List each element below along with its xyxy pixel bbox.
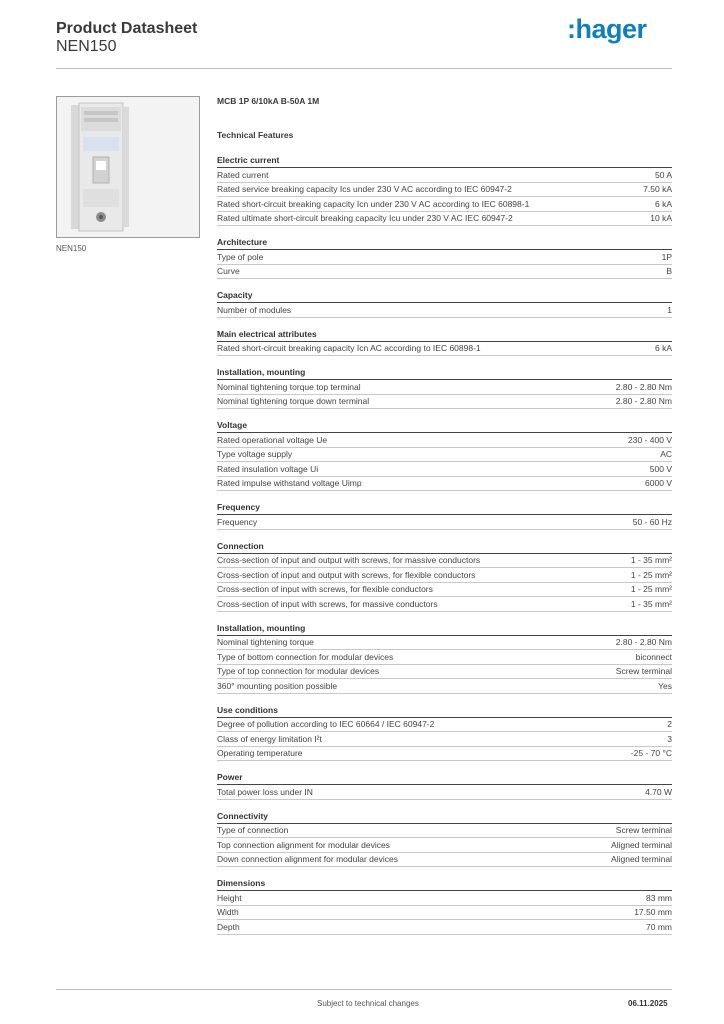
spec-label: Nominal tightening torque	[217, 637, 314, 647]
spec-label: Rated short-circuit breaking capacity Icn under 230 V AC according to IEC 60898-1	[217, 198, 530, 209]
spec-row	[217, 265, 672, 280]
spec-section	[217, 237, 672, 279]
spec-row	[217, 824, 672, 839]
spec-row	[217, 462, 672, 477]
spec-section	[217, 290, 672, 318]
section-title: Electric current	[217, 155, 672, 168]
spec-value: 2	[667, 719, 672, 729]
spec-row	[217, 650, 672, 665]
spec-label: Degree of pollution according to IEC 60664 / IEC 60947-2	[217, 719, 435, 729]
spec-row	[217, 433, 672, 448]
spec-value: 6 kA	[654, 198, 672, 209]
spec-row	[217, 250, 672, 265]
spec-label: Height	[217, 892, 242, 903]
spec-value: Aligned terminal	[611, 854, 672, 864]
spec-row	[217, 636, 672, 651]
spec-section	[217, 155, 672, 226]
section-title: Connection	[217, 541, 672, 554]
spec-value: 17.50 mm	[634, 907, 672, 917]
spec-value: 6 kA	[654, 343, 672, 353]
spec-label: Number of modules	[217, 304, 292, 315]
technical-features-heading: Technical Features	[217, 130, 294, 140]
spec-row	[217, 197, 672, 212]
spec-value: 1 - 35 mm²	[630, 598, 672, 609]
spec-value: AC	[660, 449, 672, 459]
spec-row	[217, 380, 672, 395]
spec-value: 10 kA	[650, 213, 672, 223]
spec-section	[217, 772, 672, 800]
spec-value: 1P	[661, 251, 672, 262]
spec-value: 1	[667, 304, 672, 315]
spec-row	[217, 718, 672, 733]
spec-row	[217, 785, 672, 800]
section-title: Installation, mounting	[217, 367, 672, 380]
hager-logo: :hager	[567, 14, 647, 44]
spec-value: 3	[667, 733, 672, 744]
spec-value: 500 V	[649, 463, 672, 474]
spec-label: Class of energy limitation I²t	[217, 733, 322, 744]
spec-value: Screw terminal	[615, 825, 672, 835]
spec-row	[217, 597, 672, 612]
spec-value: 2.80 - 2.80 Nm	[615, 637, 672, 647]
spec-label: Type of connection	[217, 825, 289, 835]
section-title: Main electrical attributes	[217, 329, 672, 342]
spec-value: 230 - 400 V	[628, 434, 672, 445]
spec-row	[217, 395, 672, 410]
page-title: Product Datasheet	[56, 20, 198, 37]
circuit-breaker-illustration	[57, 97, 199, 237]
spec-label: Type of pole	[217, 251, 264, 262]
spec-section	[217, 541, 672, 612]
product-image-caption: NEN150	[56, 244, 87, 253]
spec-label: Operating temperature	[217, 748, 303, 758]
spec-row	[217, 838, 672, 853]
spec-value: 2.80 - 2.80 Nm	[615, 381, 672, 392]
section-title: Installation, mounting	[217, 623, 672, 636]
spec-section	[217, 502, 672, 530]
spec-section	[217, 878, 672, 935]
spec-value: -25 - 70 °C	[630, 748, 672, 758]
spec-label: Rated insulation voltage Ui	[217, 463, 319, 474]
spec-label: Rated operational voltage Ue	[217, 434, 328, 445]
spec-label: Nominal tightening torque down terminal	[217, 396, 370, 406]
section-title: Capacity	[217, 290, 672, 303]
spec-row	[217, 212, 672, 227]
spec-label: Cross-section of input and output with screws, for massive conductors	[217, 555, 481, 565]
spec-value: B	[666, 266, 672, 276]
spec-value: 6000 V	[645, 478, 672, 488]
spec-row	[217, 448, 672, 463]
spec-value: 50 - 60 Hz	[632, 516, 672, 527]
spec-row	[217, 183, 672, 198]
spec-sections	[217, 155, 672, 946]
spec-label: Rated service breaking capacity Ics under 230 V AC according to IEC 60947-2	[217, 184, 512, 194]
product-image	[56, 96, 200, 238]
spec-row	[217, 906, 672, 921]
footer-note: Subject to technical changes	[317, 999, 419, 1008]
spec-value: biconnect	[635, 651, 672, 662]
spec-section	[217, 329, 672, 357]
spec-label: Top connection alignment for modular devices	[217, 839, 390, 850]
spec-value: Aligned terminal	[611, 839, 672, 850]
footer-divider	[56, 989, 672, 990]
spec-value: 1 - 35 mm²	[630, 555, 672, 565]
spec-label: Curve	[217, 266, 240, 276]
spec-label: Cross-section of input with screws, for massive conductors	[217, 598, 438, 609]
spec-label: Frequency	[217, 516, 258, 527]
spec-label: Rated impulse withstand voltage Uimp	[217, 478, 362, 488]
spec-row	[217, 342, 672, 357]
spec-row	[217, 583, 672, 598]
section-title: Connectivity	[217, 811, 672, 824]
spec-label: Down connection alignment for modular devices	[217, 854, 398, 864]
product-reference: NEN150	[56, 38, 117, 55]
spec-section	[217, 420, 672, 491]
spec-row	[217, 665, 672, 680]
spec-value: 7.50 kA	[643, 184, 672, 194]
spec-row	[217, 853, 672, 868]
spec-value: 70 mm	[646, 921, 672, 932]
spec-row	[217, 554, 672, 569]
spec-label: Cross-section of input with screws, for flexible conductors	[217, 584, 433, 594]
section-title: Frequency	[217, 502, 672, 515]
spec-label: Type voltage supply	[217, 449, 293, 459]
section-title: Power	[217, 772, 672, 785]
spec-row	[217, 920, 672, 935]
header-divider	[56, 68, 672, 69]
spec-row	[217, 303, 672, 318]
section-title: Use conditions	[217, 705, 672, 718]
spec-row	[217, 891, 672, 906]
spec-label: Rated ultimate short-circuit breaking capacity Icu under 230 V AC IEC 60947-2	[217, 213, 513, 223]
spec-label: Cross-section of input and output with screws, for flexible conductors	[217, 569, 476, 580]
spec-row	[217, 515, 672, 530]
spec-row	[217, 747, 672, 762]
spec-label: Type of bottom connection for modular devices	[217, 651, 394, 662]
spec-label: Nominal tightening torque top terminal	[217, 381, 361, 392]
spec-row	[217, 168, 672, 183]
section-title: Voltage	[217, 420, 672, 433]
footer-date: 06.11.2025	[628, 999, 668, 1008]
spec-value: 50 A	[654, 169, 672, 180]
spec-row	[217, 568, 672, 583]
spec-label: 360° mounting position possible	[217, 680, 338, 691]
spec-label: Rated short-circuit breaking capacity Icn AC according to IEC 60898-1	[217, 343, 481, 353]
spec-value: Screw terminal	[615, 666, 672, 676]
spec-label: Type of top connection for modular devices	[217, 666, 380, 676]
spec-value: 4.70 W	[645, 786, 672, 797]
spec-value: 2.80 - 2.80 Nm	[615, 396, 672, 406]
section-title: Architecture	[217, 237, 672, 250]
spec-row	[217, 679, 672, 694]
spec-section	[217, 367, 672, 409]
spec-value: 83 mm	[646, 892, 672, 903]
spec-section	[217, 705, 672, 762]
spec-value: 1 - 25 mm²	[630, 584, 672, 594]
spec-label: Rated current	[217, 169, 269, 180]
spec-label: Total power loss under IN	[217, 786, 313, 797]
spec-value: 1 - 25 mm²	[630, 569, 672, 580]
spec-value: Yes	[658, 680, 672, 691]
spec-row	[217, 477, 672, 492]
spec-label: Width	[217, 907, 239, 917]
spec-section	[217, 623, 672, 694]
spec-row	[217, 732, 672, 747]
spec-section	[217, 811, 672, 868]
product-name: MCB 1P 6/10kA B-50A 1M	[217, 96, 320, 106]
section-title: Dimensions	[217, 878, 672, 891]
spec-label: Depth	[217, 921, 240, 932]
